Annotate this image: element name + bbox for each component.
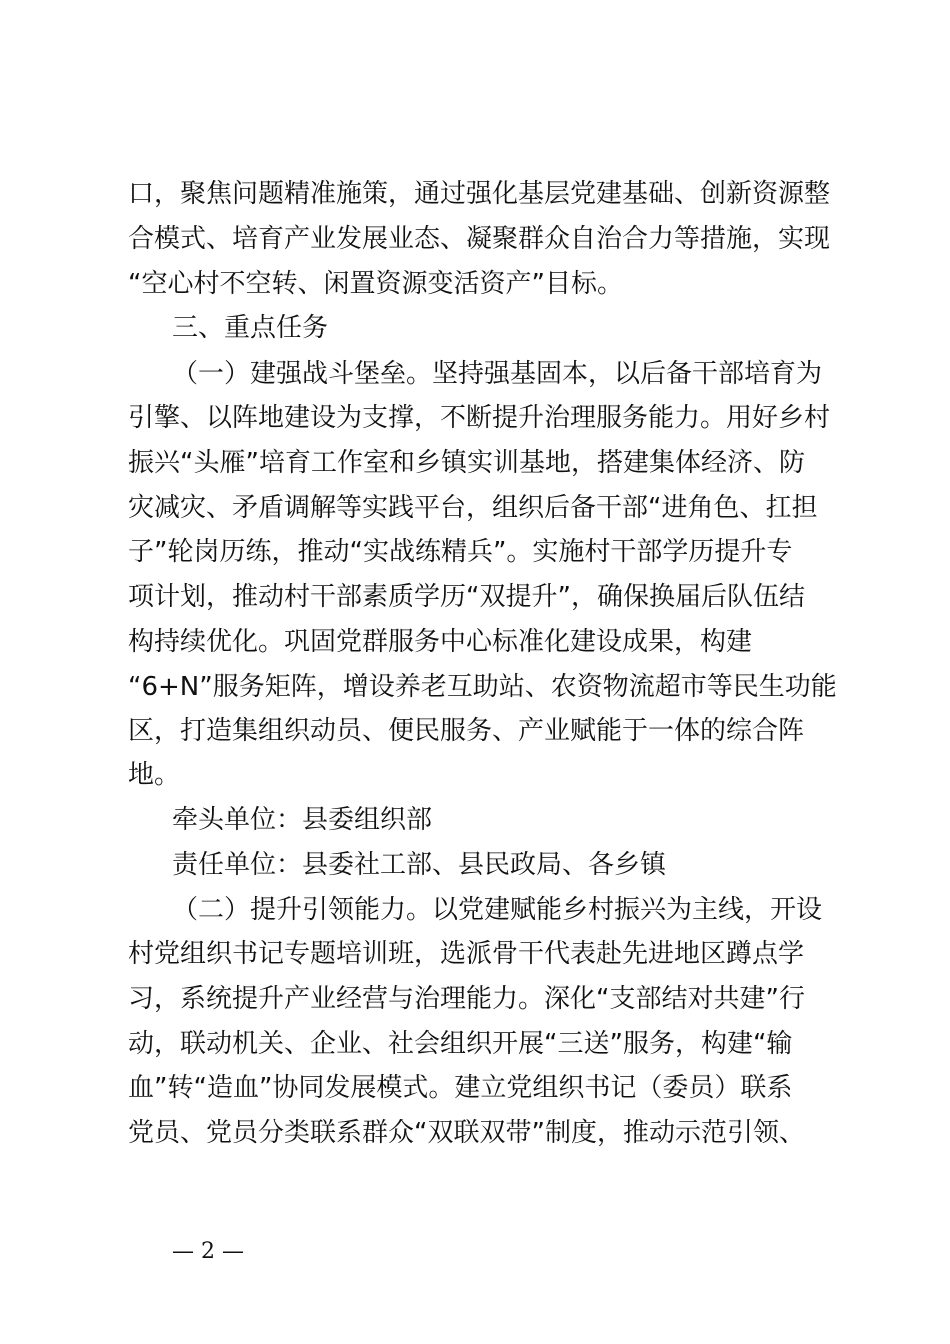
text-line <box>0 1111 950 1155</box>
responsible-unit-line <box>0 843 950 887</box>
line-text: （二）提升引领能力。以党建赋能乡村振兴为主线，开设 <box>172 895 823 925</box>
line-text: 构持续优化。巩固党群服务中心标准化建设成果，构建 <box>128 627 753 657</box>
text-line <box>0 753 950 797</box>
line-text: 村党组织书记专题培训班，选派骨干代表赴先进地区蹲点学 <box>128 939 805 969</box>
text-line <box>0 217 950 261</box>
text-line <box>0 352 950 396</box>
text-line <box>0 1066 950 1110</box>
line-text: 区，打造集组织动员、便民服务、产业赋能于一体的综合阵 <box>128 716 805 746</box>
lead-unit-line <box>0 798 950 842</box>
text-line <box>0 575 950 619</box>
text-line <box>0 530 950 574</box>
text-line <box>0 1022 950 1066</box>
text-line <box>0 932 950 976</box>
line-text: 三、重点任务 <box>172 313 329 343</box>
line-text: 血”转“造血”协同发展模式。建立党组织书记（委员）联系 <box>128 1073 793 1103</box>
line-text: 责任单位：县委社工部、县民政局、各乡镇 <box>172 850 667 880</box>
text-line <box>0 709 950 753</box>
line-text: 灾减灾、矛盾调解等实践平台，组织后备干部“进角色、扛担 <box>128 493 818 523</box>
line-text: “6+N”服务矩阵，增设养老互助站、农资物流超市等民生功能 <box>128 672 837 702</box>
text-line <box>0 441 950 485</box>
line-text: 牵头单位：县委组织部 <box>172 805 433 835</box>
line-text: （一）建强战斗堡垒。坚持强基固本，以后备干部培育为 <box>172 359 823 389</box>
line-text: 习，系统提升产业经营与治理能力。深化“支部结对共建”行 <box>128 984 805 1014</box>
text-line <box>0 977 950 1021</box>
text-line <box>0 396 950 440</box>
text-line <box>0 888 950 932</box>
section-heading <box>0 306 950 350</box>
text-line <box>0 262 950 306</box>
line-text: 项计划，推动村干部素质学历“双提升”，确保换届后队伍结 <box>128 582 805 612</box>
line-text: 口，聚焦问题精准施策，通过强化基层党建基础、创新资源整 <box>128 179 831 209</box>
text-line <box>0 172 950 216</box>
line-text: 振兴“头雁”培育工作室和乡镇实训基地，搭建集体经济、防 <box>128 448 805 478</box>
line-text: 子”轮岗历练，推动“实战练精兵”。实施村干部学历提升专 <box>128 537 793 567</box>
line-text: 引擎、以阵地建设为支撑，不断提升治理服务能力。用好乡村 <box>128 403 831 433</box>
text-line <box>0 620 950 664</box>
text-line <box>0 486 950 530</box>
page-number: — 2 — <box>172 1239 244 1264</box>
line-text: 地。 <box>128 760 181 790</box>
line-text: 党员、党员分类联系群众“双联双带”制度，推动示范引领、 <box>128 1118 805 1148</box>
line-text: 动，联动机关、企业、社会组织开展“三送”服务，构建“输 <box>128 1029 793 1059</box>
line-text: “空心村不空转、闲置资源变活资产”目标。 <box>128 269 623 299</box>
text-line <box>0 665 950 709</box>
line-text: 合模式、培育产业发展业态、凝聚群众自治合力等措施，实现 <box>128 224 831 254</box>
